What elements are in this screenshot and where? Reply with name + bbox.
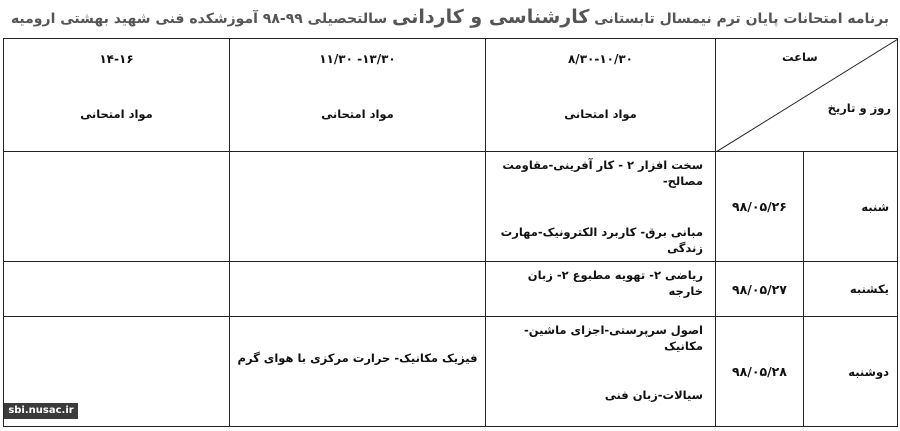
slot-1-time: ۸/۳۰-۱۰/۳۰ xyxy=(567,52,633,66)
header-row xyxy=(4,39,898,152)
header-slot-2 xyxy=(230,39,486,152)
slot-2-time: ۱۱/۳۰ -۱۳/۳۰ xyxy=(319,52,396,66)
row-3-exam-line-2: سیالات-زبان فنی xyxy=(604,388,703,403)
row-2-slot-3 xyxy=(4,262,230,317)
row-1-slot-3 xyxy=(4,152,230,262)
row-1-day: شنبه xyxy=(804,152,898,262)
exam-schedule-table xyxy=(3,38,898,427)
row-3-slot-1 xyxy=(486,317,716,427)
row-2-slot-1 xyxy=(486,262,716,317)
row-2-slot-2 xyxy=(230,262,486,317)
slot-2-label: مواد امتحانی xyxy=(321,107,394,121)
title-highlight: کارشناسی و کاردانی xyxy=(392,6,590,28)
day-date-header-label: روز و تاریخ xyxy=(827,101,891,115)
row-3-exam-line-1: اصول سرپرستی-اجزای ماشین- مکانیک xyxy=(523,323,703,353)
row-3-day: دوشنبه xyxy=(804,317,898,427)
row-3-date: ۹۸/۰۵/۲۸ xyxy=(716,317,804,427)
page-title xyxy=(0,2,900,32)
title-part-2: سالتحصیلی ۹۹-۹۸ آموزشکده فنی شهید بهشتی ارومیه xyxy=(10,11,388,27)
table-row xyxy=(4,262,898,317)
row-1-slot-1 xyxy=(486,152,716,262)
row-2-day: یکشنبه xyxy=(804,262,898,317)
header-slot-1 xyxy=(486,39,716,152)
row-3-slot-2 xyxy=(230,317,486,427)
table-row xyxy=(4,152,898,262)
row-1-exam-line-2: مبانی برق- کاربرد الکترونیک-مهارت زندگی xyxy=(500,225,703,255)
header-slot-3 xyxy=(4,39,230,152)
corner-header-cell xyxy=(716,39,898,152)
site-watermark: sbi.nusac.ir xyxy=(4,403,78,419)
table-row xyxy=(4,317,898,427)
slot-3-label: مواد امتحانی xyxy=(80,107,153,121)
time-header-label: ساعت xyxy=(782,50,818,64)
row-1-date: ۹۸/۰۵/۲۶ xyxy=(716,152,804,262)
row-2-date: ۹۸/۰۵/۲۷ xyxy=(716,262,804,317)
row-1-exam-line-1: سخت افزار ۲ - کار آفرینی-مقاومت مصالح- xyxy=(502,158,703,188)
slot-3-time: ۱۴-۱۶ xyxy=(99,52,134,66)
row-3-slot-2-text: فیزیک مکانیک- حرارت مرکزی با هوای گرم xyxy=(237,351,478,365)
title-part-1: برنامه امتحانات پایان ترم نیمسال تابستانی xyxy=(594,11,890,27)
slot-1-label: مواد امتحانی xyxy=(564,107,637,121)
row-2-exam-line-1: ریاضی ۲- تهویه مطبوع ۲- زبان خارجه xyxy=(527,268,703,298)
row-1-slot-2 xyxy=(230,152,486,262)
